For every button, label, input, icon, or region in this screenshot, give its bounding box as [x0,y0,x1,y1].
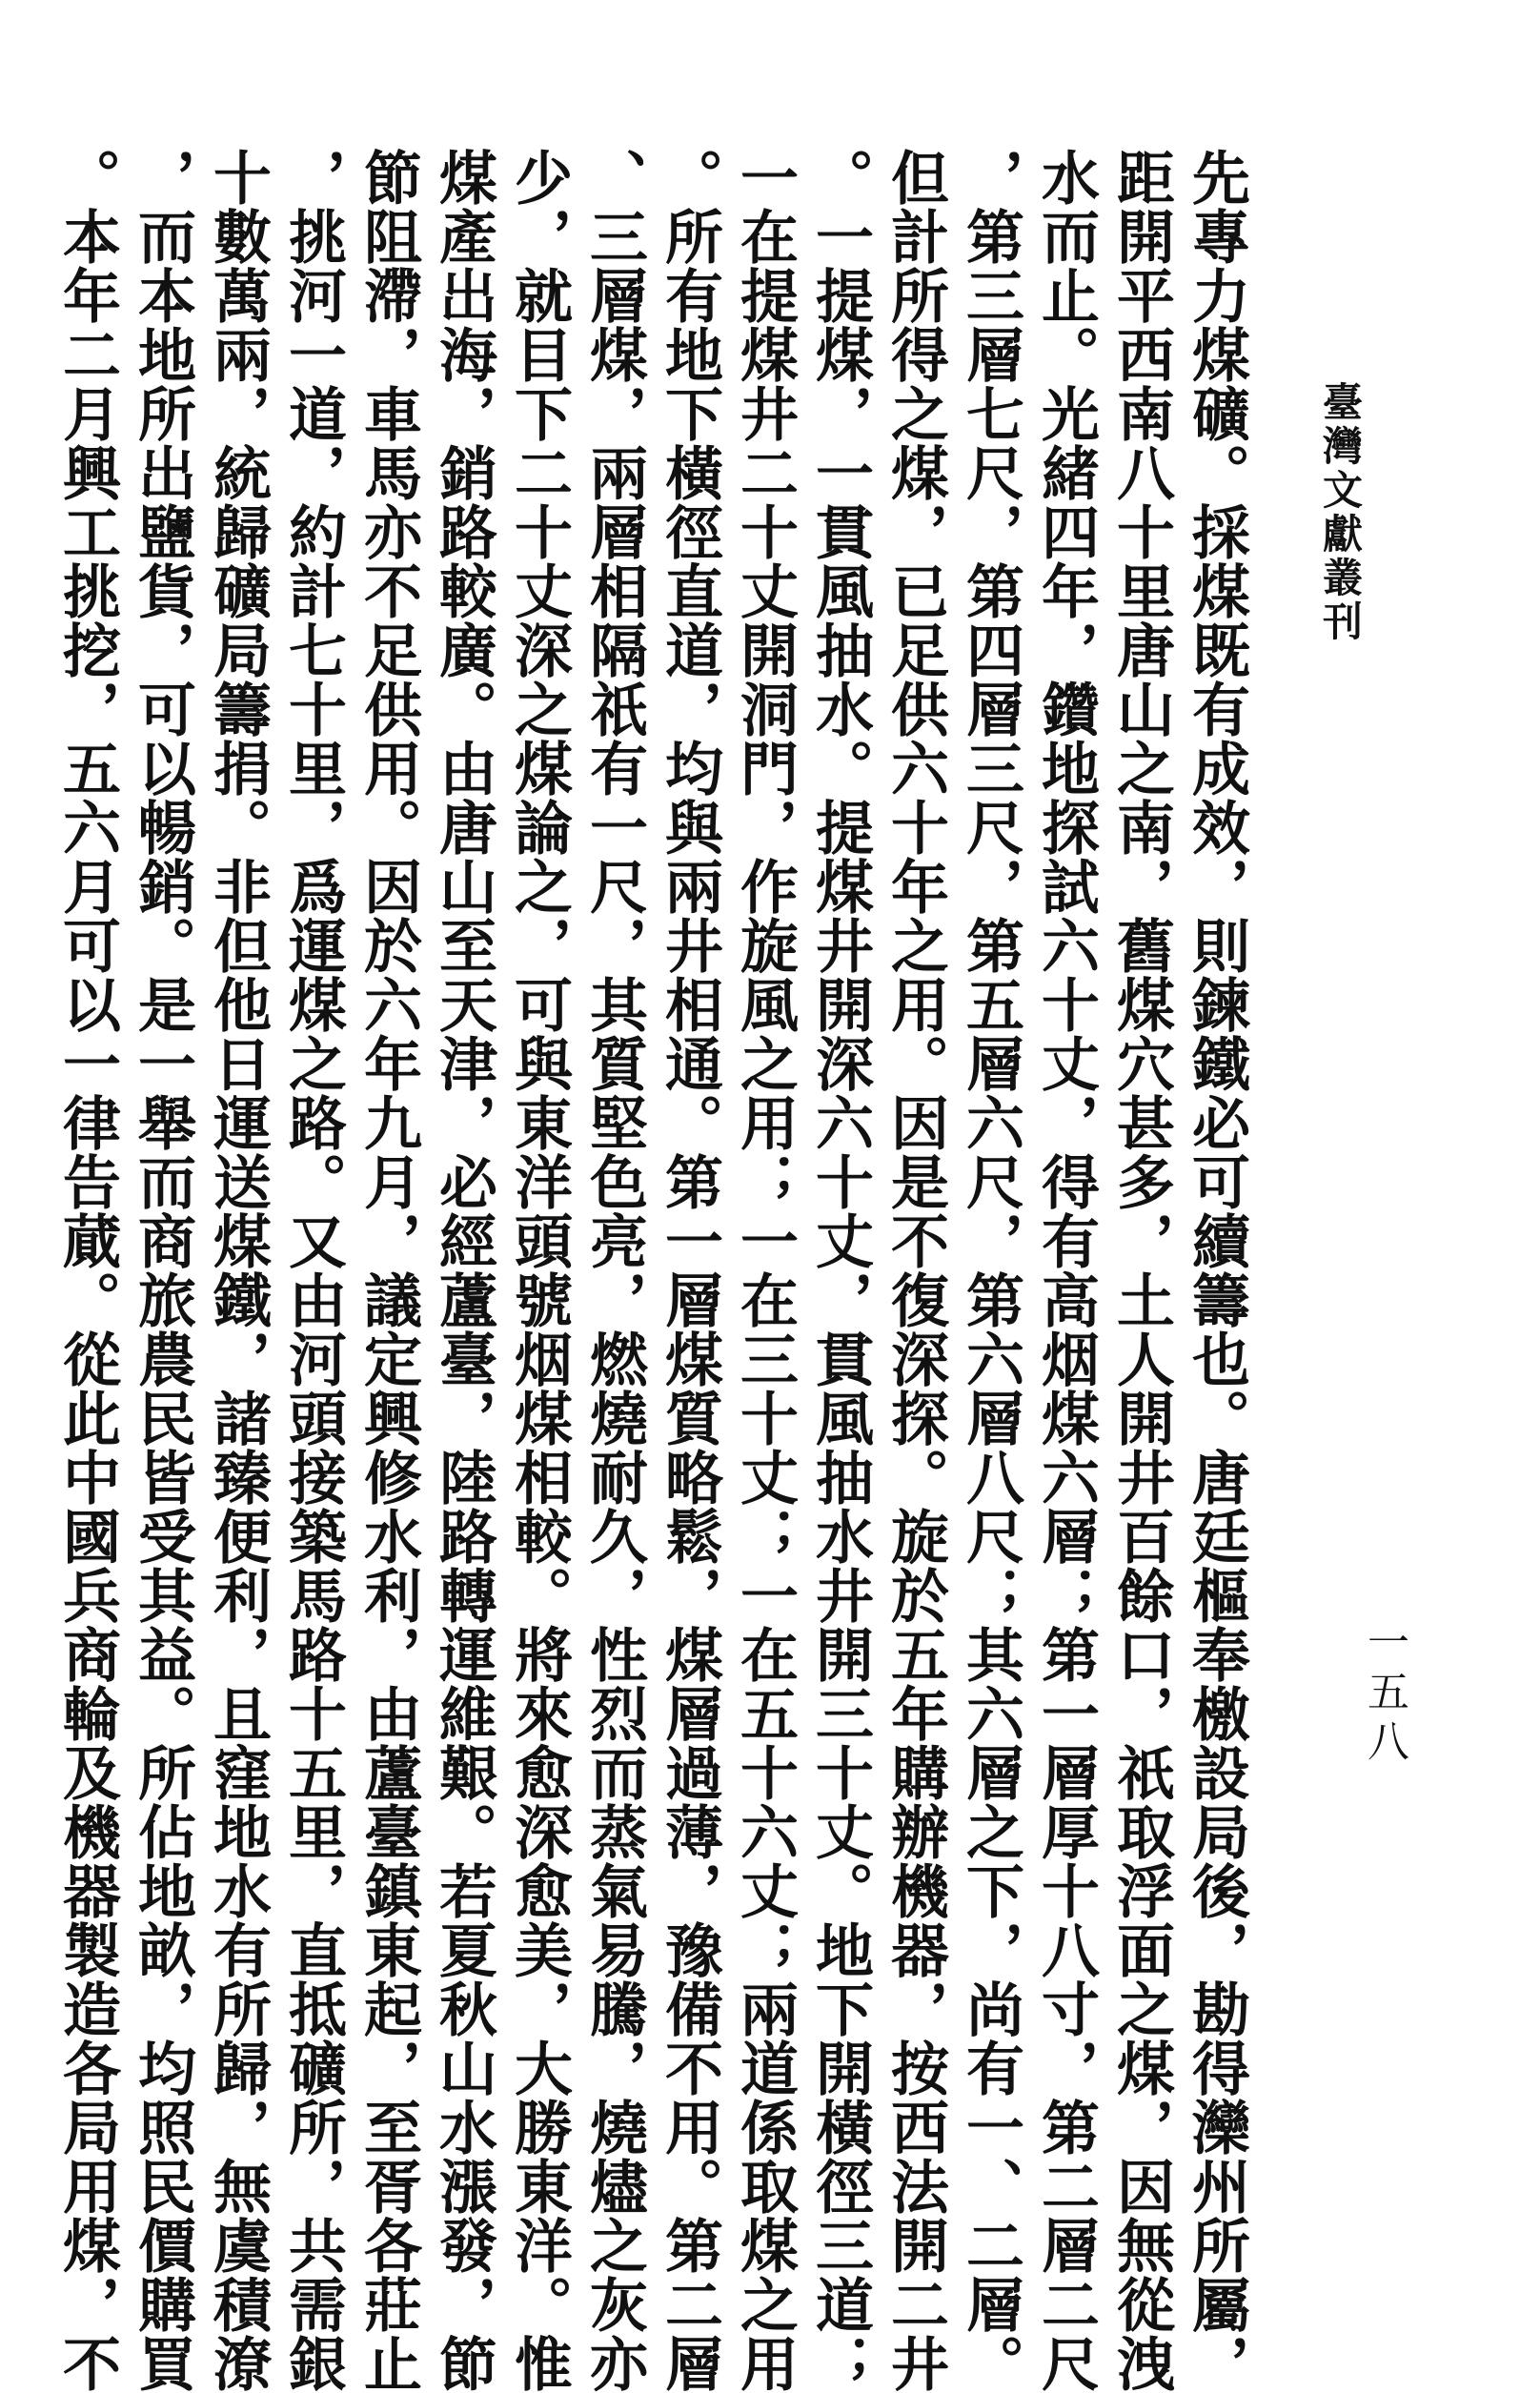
text-column-2: 距開平西南八十里唐山之南，舊煤穴甚多，土人開井百餘口，祇取浮面之煤，因無從洩 [1107,148,1175,2393]
text-column-11: 煤產出海，銷路較廣。由唐山至天津，必經蘆臺，陸路轉運維艱。若夏秋山水漲發，節 [430,148,497,2393]
text-column-12: 節阻滯，車馬亦不足供用。因於六年九月，議定興修水利，由蘆臺鎮東起，至胥各莊止 [355,148,422,2393]
text-column-16: 。本年二月興工挑挖，五六月可以一律告蕆。從此中國兵商輪及機器製造各局用煤，不 [53,148,121,2393]
text-column-6: 。一提煤，一貫風抽水。提煤井開深六十丈，貫風抽水井開三十丈。地下開橫徑三道； [806,148,874,2393]
text-column-9: 、三層煤，兩層相隔祇有一尺，其質堅色亮，燃燒耐久，性烈而蒸氣易騰，燒燼之灰亦 [580,148,648,2393]
main-text-block [50,148,1254,2393]
text-column-13: ，挑河一道，約計七十里，爲運煤之路。又由河頭接築馬路十五里，直抵礦所，共需銀 [279,148,347,2393]
running-header-title: 臺灣文獻叢刊 [1317,381,1364,644]
text-column-8: 。所有地下橫徑直道，均與兩井相通。第一層煤質略鬆，煤層過薄，豫備不用。第二層 [656,148,723,2393]
text-column-14: 十數萬兩，統歸礦局籌捐。非但他日運送煤鐵，諸臻便利，且窪地水有所歸，無虞積潦 [204,148,272,2393]
text-column-7: 一在提煤井二十丈開洞門，作旋風之用；一在三十丈；一在五十六丈；兩道係取煤之用 [731,148,799,2393]
text-column-4: ，第三層七尺，第四層三尺，第五層六尺，第六層八尺；其六層之下，尚有一、二層。 [957,148,1024,2393]
page-number: 一五八 [1360,1620,1408,1769]
text-column-1: 先專力煤礦。採煤既有成效，則鍊鐵必可續籌也。唐廷樞奉檄設局後，勘得灤州所屬， [1183,148,1250,2393]
text-column-3: 水而止。光緒四年，鑽地探試六十丈，得有高烟煤六層；第一層厚十八寸，第二層二尺 [1032,148,1100,2393]
text-column-10: 少，就目下二十丈深之煤論之，可與東洋頭號烟煤相較。將來愈深愈美，大勝東洋。惟 [505,148,573,2393]
text-column-5: 但計所得之煤，已足供六十年之用。因是不復深探。旋於五年購辦機器，按西法開二井 [881,148,949,2393]
text-column-15: ，而本地所出鹽貨，可以暢銷。是一舉而商旅農民皆受其益。所佔地畝，均照民價購買 [129,148,196,2393]
